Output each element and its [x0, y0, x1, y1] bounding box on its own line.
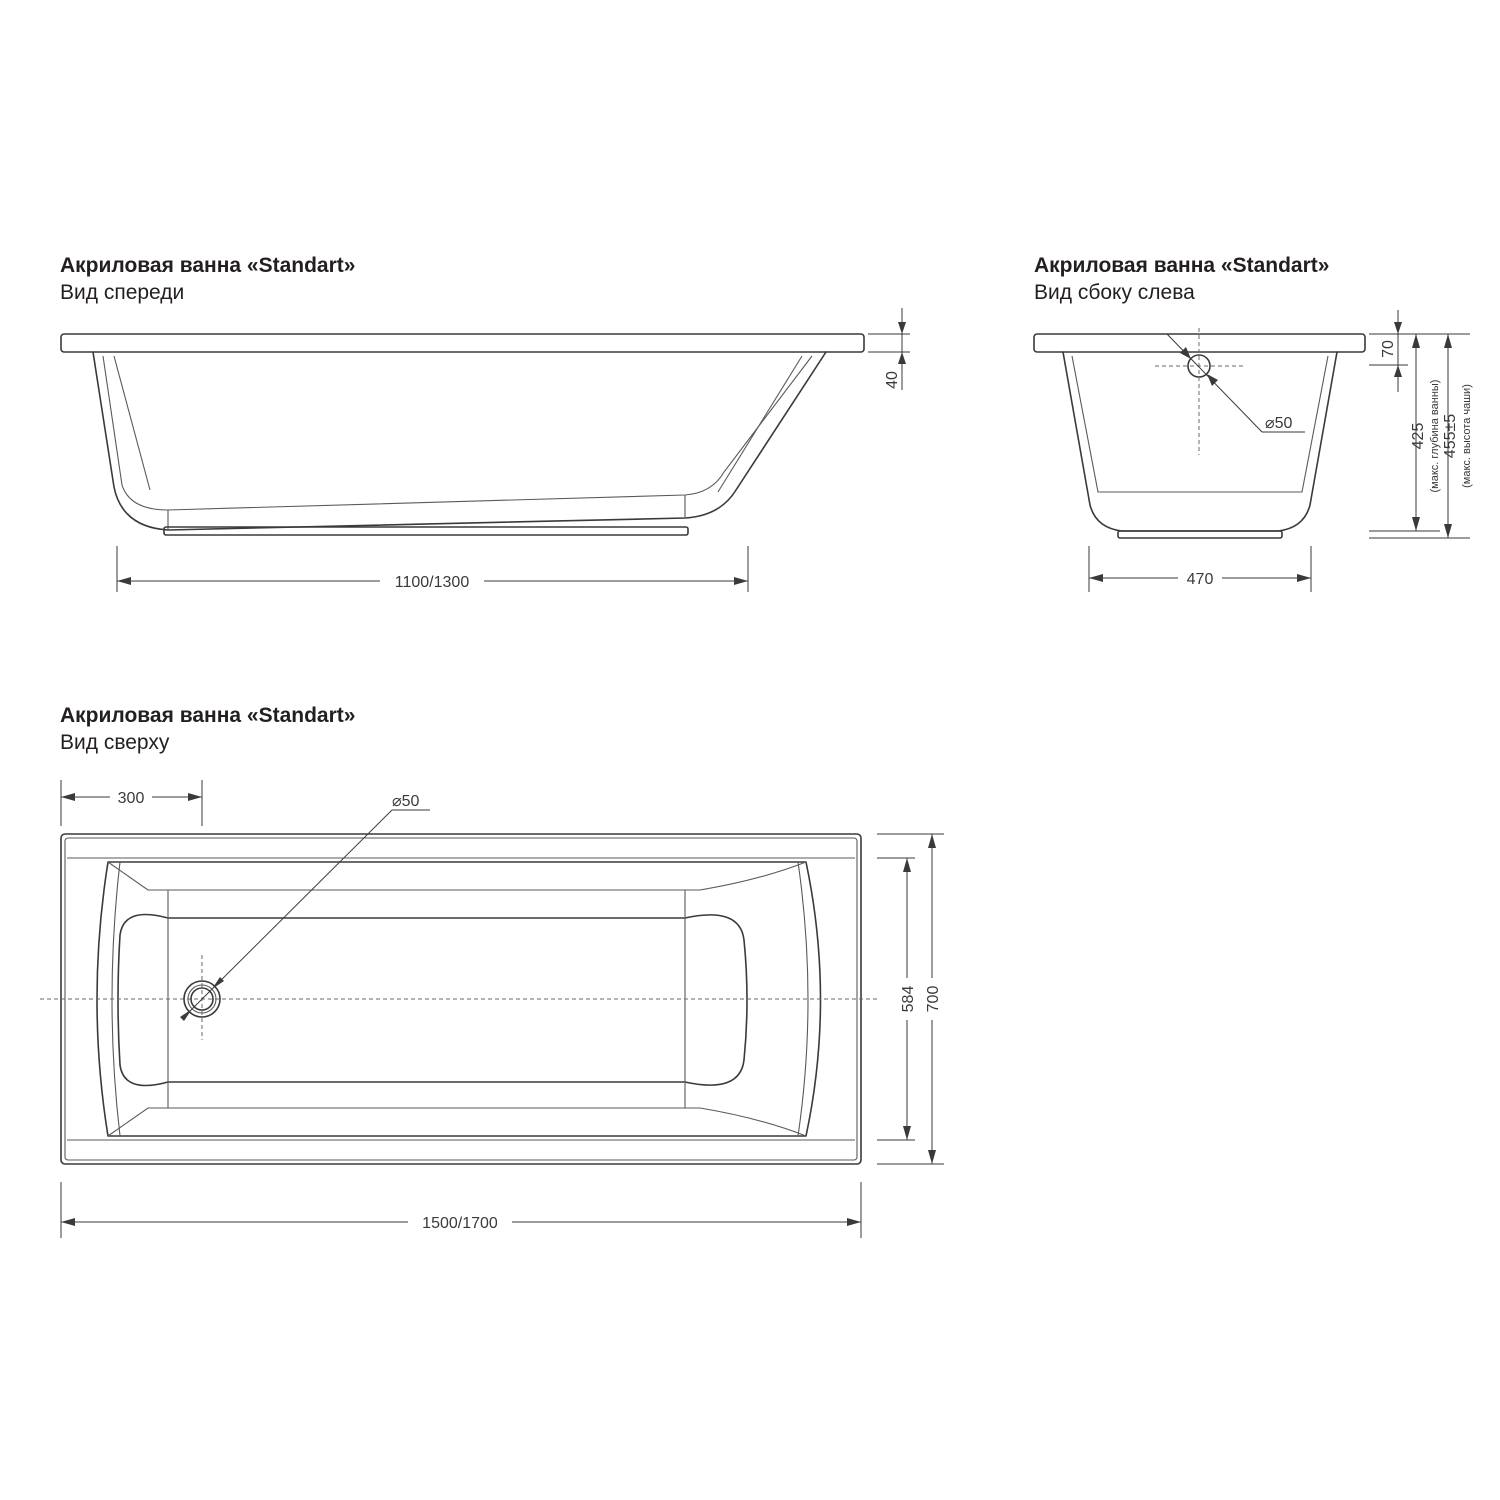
side-depth-note: (макс. глубина ванны)	[1429, 379, 1441, 493]
front-view-product-name: Акриловая ванна «Standart»	[60, 254, 356, 277]
top-bowl-outline	[97, 862, 821, 1136]
side-height-note: (макс. высота чаши)	[1461, 384, 1473, 488]
top-view-drawing	[40, 793, 880, 1164]
side-bowl-outline	[1063, 352, 1337, 531]
top-length-dimension	[61, 1182, 861, 1238]
top-length-label: 1500/1700	[422, 1215, 498, 1232]
front-bowl-inner-line	[103, 356, 812, 510]
front-view-subtitle: Вид спереди	[60, 281, 185, 304]
front-rim	[61, 334, 864, 352]
side-height-label: 455±5	[1442, 413, 1459, 459]
side-rim-height-label: 70	[1380, 340, 1397, 358]
top-drain-offset-label: 300	[117, 790, 145, 807]
side-width-label: 470	[1186, 571, 1214, 588]
front-view-drawing	[61, 334, 864, 535]
front-length-dimension	[117, 546, 748, 592]
side-drain-label: ⌀50	[1265, 415, 1293, 432]
top-inner-width-label: 584	[900, 985, 917, 1013]
top-drain-label: ⌀50	[392, 793, 420, 810]
top-width-label: 700	[925, 985, 942, 1013]
front-bowl-side-lines	[114, 356, 802, 492]
side-depth-label: 425	[1410, 422, 1427, 450]
side-base-plate	[1118, 531, 1282, 538]
top-drain-offset-dimension	[61, 780, 202, 826]
front-rim-height-label: 40	[884, 371, 901, 389]
front-length-label: 1100/1300	[394, 574, 470, 591]
top-width-dimensions	[877, 834, 944, 1164]
side-view-product-name: Акриловая ванна «Standart»	[1034, 254, 1330, 277]
front-rim-dimension	[868, 308, 910, 390]
side-height-dimensions	[1369, 310, 1473, 538]
side-view-subtitle: Вид сбоку слева	[1034, 281, 1195, 304]
side-width-dimension	[1089, 546, 1311, 592]
side-view-drawing	[1034, 328, 1365, 538]
top-view-subtitle: Вид сверху	[60, 731, 170, 754]
front-bowl-outline	[93, 352, 826, 530]
top-view-product-name: Акриловая ванна «Standart»	[60, 704, 356, 727]
